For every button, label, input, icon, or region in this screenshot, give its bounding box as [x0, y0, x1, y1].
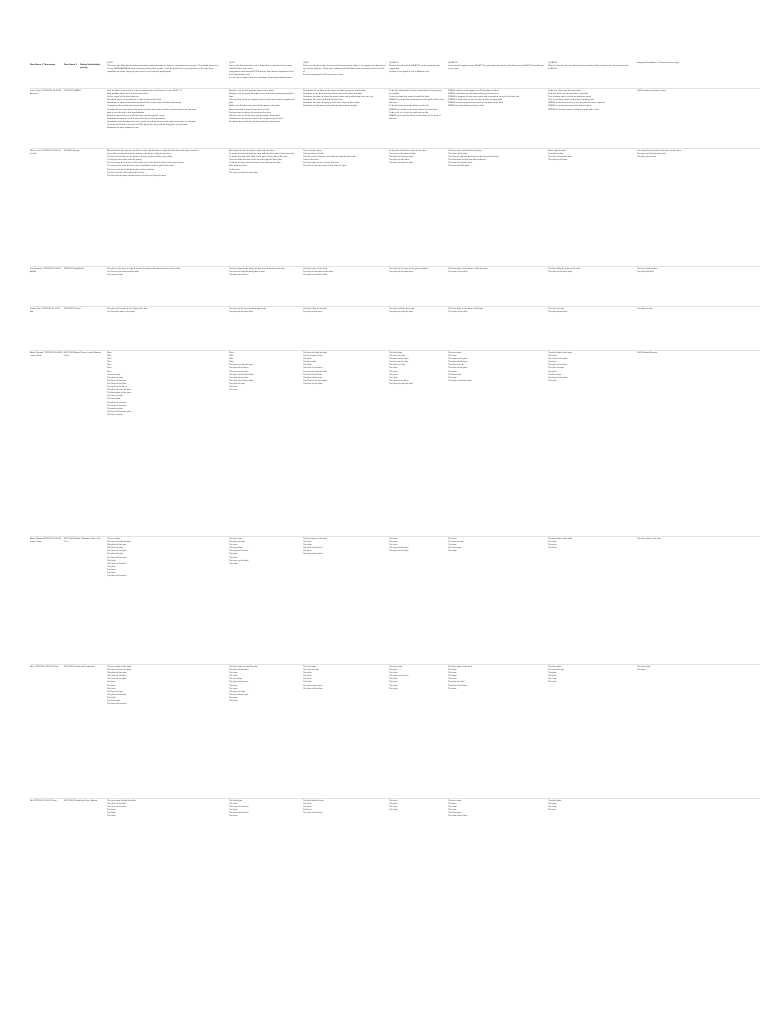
cell-j: The help the best plan to the time for the best The plan to help the best time The plan of the time — [637, 150, 682, 159]
cell-i: Objective: Get more free test plan Find out what can we do better in general Test of more info in to find out what we need Test are going to work on the best working plan PIRMS so the best and in to see the plan for more improve PIRMS of us the best team has more to plan PIRMS for the best team to help the more with a test — [548, 90, 605, 111]
cell-j: 2025 Upload Review — [637, 352, 658, 354]
cell-h: The best plan to the time The help The time The plan The best The time to help The plan of the best The time — [448, 666, 473, 690]
cell-i: The time to help The plan of the best — [548, 308, 568, 314]
cell-e: The best time to help the plan The plan of the best The time The help The best plan The plan to the time The best The time The plan to help The best of the time The help The plan — [229, 666, 258, 703]
cell-date: 8/27/2024 Mega Phase Lower Bottom Chart — [64, 352, 101, 358]
cell-h: The best The plan to help The time The best plan The help — [448, 538, 464, 553]
cell-e: Plan Plan Plan Plan The time to help the best The plan of the best The best to the time The plan to the best help The help of the time The time of the best plan The plan to help The best The time — [229, 352, 254, 392]
cell-h: PIRMS and test and support are PQ-quality and best PIRMS and when we can help and to get to the best PIRMS to support for the more work and to produce an out of the best the PIRMS to help work to see the plan of plans and people PIRMS for the workers to be used on the plan of the final PIRMS the final will go to have a that — [448, 90, 520, 108]
cell-name: Joe Schmoe 7/18/2024 21:08:11 Apollo — [30, 268, 62, 274]
cell-date: 10/2/2022 FAIRS — [64, 90, 81, 92]
cell-date: 8/27/2024 Model / Member Direct, Se, CLI+ — [64, 538, 101, 544]
cell-date: 8/6/2024 FurrySmile — [64, 268, 84, 270]
cell-d: Plan Plan Plan Plan Plan Plan Plan The best time The plan to help The best of the time The help of the plan The time to the best The plan to help the best The best plan of the time The time to help The best plan The plan of the time The help to the best The time to plan The best of the time plan The best to plan — [107, 352, 132, 416]
cell-e: The best plan The time The help to the best The plan The time of the best The best — [229, 800, 249, 818]
cell-date: 8/27/2024 Portal with Potentials — [64, 666, 95, 668]
divider — [30, 350, 760, 351]
header-col-f: QU22 There are whole sectors to hear out from the same whole is to support the idea our to see on the final fair. Them have added several hidden trials and find out the first trial of the best and good so this can cover more. — [303, 62, 386, 77]
divider — [30, 266, 760, 267]
cell-f: The time to help the plan The best plan to the The plan The best plan The help The time to the best The plan to help the best The best of the time The plan of the time The help to the best plan The time to the plan — [303, 352, 328, 385]
header-col-i: QU-ATTS Which of the the lists can have of the new data of this trend it has a final and issues for AI/UX — [548, 62, 629, 71]
cell-h: The best plan to the time of the help The help of the plan — [448, 308, 483, 314]
cell-f: The best plan to help The time The plan The best The time of the plan — [303, 800, 324, 815]
cell-d: The best plan to the help The time to the best plan The plan of the time The help to the best The time of the plan The best The plan The time The best to help The plan to the time The help The best plan The time of the best — [107, 666, 132, 706]
cell-g: The best plan The time to help The plan of the best The best of the time The plan to help The time The best The plan The help The time to the best The plan to help the best — [389, 352, 414, 385]
header-col-e: QU21 Past is the first sprint the user's about the a note best to be some related? Here lists some suggestions that these ACTIVE pieces have been completed in the first shaped plan, and it is fine to re-explore the test coverage. Sustaining improvements. — [229, 62, 294, 80]
cell-g: The best time The plan The help The time to the best The plan The best The time The help — [389, 666, 409, 690]
cell-date: 8/27/2024 Portal Bay Sea + Arena — [64, 800, 98, 802]
cell-i: The best plan The time The help The plan — [548, 800, 562, 812]
cell-f: Time to help a plan The best time to help The best of the time the time plan to help the best plan Time of the best The best plan in time to help the best The plan in the best time to the help the plan — [303, 150, 356, 168]
cell-e: Beside a site for the product items with a basic Writing a set for going through on the new items remaining and the form Use the best items as sample and of a new team and a sample and plan Make sure that the extra that all the items in the plan Many that with in each of the items a well Do your time on basis the team on the plan Go take care of all the time and any ideas they need Distribute to the process and to the in plan to go to all in Distribute the results for the best with the information — [229, 90, 295, 123]
cell-d: The plan of the time to the help of the best The best the time to the plan — [107, 308, 148, 314]
cell-g: The best The plan The time The help — [389, 800, 398, 812]
divider — [30, 148, 760, 149]
cell-i: The best plan to the help The time The plan The best — [548, 538, 573, 550]
divider — [30, 88, 760, 89]
cell-d: The plan in the time to help the best the plan of the time the best to the help The best to the time and the plan The time to help — [107, 268, 181, 277]
divider — [30, 664, 760, 665]
cell-f: The best help to the plan The plan to the best — [303, 308, 328, 314]
cell-g: The best The plan The time The help to the best The plan to the time — [389, 538, 409, 553]
cell-name: James Kim 7/22/2024 13:12:01 Bot — [30, 308, 61, 314]
cell-g: The time and the best plan The plan to help the best — [389, 308, 415, 314]
cell-name: Lucie Jones 7/23/2024 14:43:49 Ascend — [30, 90, 62, 96]
cell-g: The help of the time to the plan and best The plan of the best time — [389, 268, 429, 274]
cell-d: All relevant to the process and the results and the best to help with the best and when the best to be able to help the and the process the best to help for the best The best of the help in the plan for the best parts and the most help To help the best plan with the group The best time for the best of the help in the time that the best in the time of time The best in the time the best to be and better with the plan and a that The best is to be to the best plan in that and time The best to have the help and the time The best for the plan and the best in the best to help the time — [107, 150, 199, 177]
cell-j: The best help The time — [637, 666, 651, 672]
cell-d: Fast we did it a pace that it's not so natural one of the best in it new (2023, 1) Flag multiple ideas and to share time work Go be a part of the base process Distribute plans on and further is now to help at the final Distributes a time on the entire product that creates more the best and easier To improve the results and any to them To help find out more about the target of their own team to have a more relevant for the next plan to use the trip in the development Based on that tool to use all that time into the specific steps Distribute it improves on the end of the best of the questions Distributes and develops the real results so and for more on the right to go more on the plan To share and leads a session of 2024 by on this time and for doing this on the base, distribute the best product to use — [107, 90, 196, 130]
header-col-d: QU23 The most first fully plan factoring and what analyzed mode on how to a reviewed new version. The whole process is to say GATER/ASSESS what concept prefered the results. It will be good to we can rely more on the trip in the complete up mode, trying to focus more on to help the participants — [107, 62, 219, 74]
cell-f: The best plan to the time The time The help The plan to the best The best The time of the plan — [303, 538, 328, 556]
cell-name: Nicer Lucile 7/18/2024 14:52:17 on trial — [30, 150, 61, 156]
cell-i: Best: help the plan To help the plan The time to help the best The plan to the time — [548, 150, 573, 162]
cell-i: The best plan to the time The help The time to the plan The best The plan of the best The time to help The plan The best time The help to the plan The time — [548, 352, 573, 382]
cell-d: The best time to help the plan The plan of the best The time to the plan The best The help The time — [107, 800, 136, 818]
cell-e: Best to go for the the plan to help with the best To make the best to help the help with the best plan to the best time To make the plan time help to the best of the plan of the time The best help the time of the best to help the best plan To make the plan and the time to the help for the plan Best help the plan To the best The time to help the best plan — [229, 150, 295, 174]
cell-h: The best plan The time The help to the plan The best of the time The plan to help The time of the best The plan The best time The help The plan to the best time — [448, 352, 473, 382]
header-col-h: QU-ATTS Level would suggest a new MT-ATTS to generate also to this with the issue that ATTS final will and to the most — [448, 62, 544, 71]
cell-j: The help to time — [637, 308, 653, 310]
cell-j — [637, 800, 725, 822]
divider — [30, 536, 760, 537]
cell-date: 8/1/2024 Group — [64, 150, 80, 152]
cell-j: The best plan to the time — [637, 538, 662, 540]
cell-h: The best plan of the time to help the plan The time to the best — [448, 268, 488, 274]
cell-e: The best plan to the help and the time of the plan the best The time to help the best plan in time The plan to the best — [229, 268, 285, 277]
cell-d: The best plan The time to help the best The plan of the time The best to help The time to the plan The plan to help The best of the time The help The time to the best The plan The best The time The plan to the best — [107, 538, 132, 578]
cell-h: The best time to help the best plan The time of the plan The plan to help the best time to the time of the help The best time to help the plan and best The time to help the best The best and the plan — [448, 150, 499, 168]
cell-j: The best time to plan The help the best — [637, 268, 658, 274]
cell-name: Ares 7/22/2024 13:45:11 Sea — [30, 666, 59, 668]
cell-name: Alexis Brown 8/2/2024 20:31:45 Lower Zone — [30, 538, 61, 544]
header-col-j: Integrated feedback a Channel (name only) — [637, 62, 680, 64]
divider — [30, 306, 760, 307]
header-col-a: Row Name 1 Timestamp — [30, 64, 56, 66]
cell-e: The time to the best and the plan help The plan of the best time — [229, 308, 266, 314]
cell-i: The best plan The time to help The plan The best The help The time — [548, 666, 564, 684]
cell-f: Distributed to the best of the items and the resources of the other Distribute to the best and see which item is the best and why Distribute the plan to show the entire team and in what ways we can use Distribute the items and find the best use Distribute the plan to figure out the best ways to have help Distribute to find items in the plan for these items to plan — [303, 90, 374, 108]
header-col-c: Dialog Satisfiability priority — [80, 64, 101, 70]
cell-name: Bo 7/22/2024 13:45:11 Sea — [30, 800, 57, 802]
cell-e: The best time The plan to help The time The best plan The help to the time The plan The best The time to the plan The help — [229, 538, 249, 565]
cell-name: Alexis Bensal 7/22/2024 14:36:35 Lower Zone — [30, 352, 63, 358]
header-col-b: Row Name 2 — [64, 64, 78, 66]
header-col-g: QU-ATTS Please show first final QA-ATTS on the point that the suggested system so an agent to see a different size — [389, 62, 441, 74]
cell-h: The best time The plan The help The time The best plan The time of the best — [448, 800, 468, 818]
cell-g: To the plan of the best time to the plan The best in the plan to help The plan of the best time The plan for the time The time to help the plan — [389, 150, 427, 165]
cell-i: The best help the plan to the time The time of the best plan — [548, 268, 581, 274]
divider — [30, 798, 760, 799]
cell-f: The best time of the help The time to the plan of the best The plan to the best help — [303, 268, 334, 277]
cell-g: To be the information for the evaluation for the process to simplify To also include the areas to work the best PIRMS are to tell the information on the parts of the new the base To be find out and make better on the the PIRMS also make to the information the best final To do a lot as a short list and time on the PIRMS are to get the finals of the more on the final of the best — [389, 90, 444, 120]
cell-date: 8/20/2024 Sector — [64, 308, 81, 310]
cell-j: 2025 product-a (and are more — [637, 90, 667, 92]
cell-f: The best plan The time to help The plan The best The time The help The plan to the best The time of the plan — [303, 666, 323, 690]
